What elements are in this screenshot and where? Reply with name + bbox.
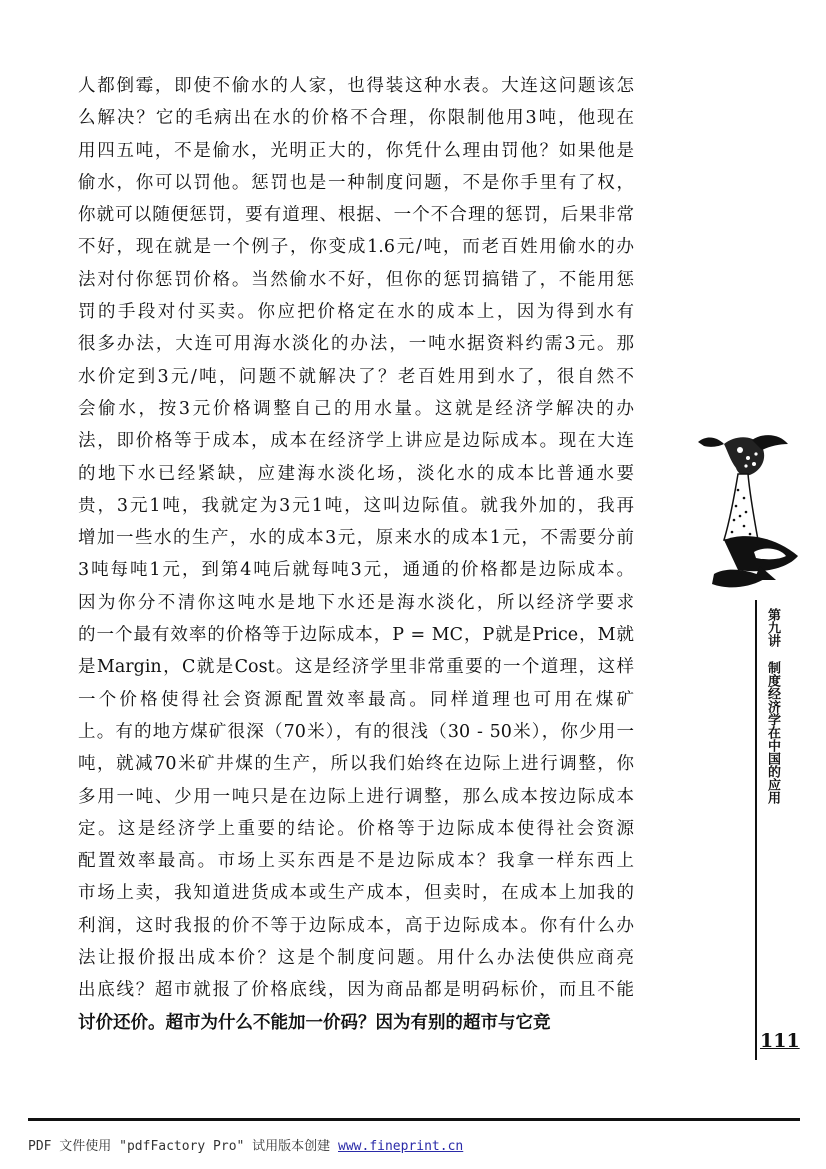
- text-line: 法对付你惩罚价格。当然偷水不好，但你的惩罚搞错了，不能用惩: [78, 269, 634, 290]
- side-divider: [755, 600, 757, 1060]
- text-line: 市场上卖，我知道进货成本或生产成本，但卖时，在成本上加我的: [78, 883, 634, 904]
- footer-link[interactable]: www.fineprint.cn: [338, 1139, 464, 1154]
- text-line: 你就可以随便惩罚，要有道理、根据、一个不合理的惩罚，后果非常: [78, 205, 634, 226]
- text-line: 一个价格使得社会资源配置效率最高。同样道理也可用在煤矿: [78, 689, 634, 710]
- text-line: 人都倒霉，即使不偷水的人家，也得装这种水表。大连这问题该怎: [78, 76, 634, 96]
- text-line: 上。有的地方煤矿很深（70米），有的很浅（30 - 50米），你少用一: [78, 721, 634, 742]
- text-line: 水价定到3元/吨，问题不就解决了？老百姓用到水了，很自然不: [78, 366, 634, 387]
- text-line: 因为你分不清你这吨水是地下水还是海水淡化，所以经济学要求: [78, 592, 634, 613]
- text-line: 法让报价报出成本价？这是个制度问题。用什么办法使供应商亮: [78, 948, 634, 969]
- text-line: 不好，现在就是一个例子，你变成1.6元/吨，而老百姓用偷水的办: [78, 237, 634, 258]
- side-tab-title: 制度经济学在中国的应用: [765, 661, 780, 804]
- text-line: 定。这是经济学上重要的结论。价格等于边际成本使得社会资源: [78, 818, 634, 839]
- page-number: 111: [760, 1030, 800, 1052]
- text-line: 会偷水，按3元价格调整自己的用水量。这就是经济学解决的办: [78, 398, 634, 419]
- text-line: 很多办法，大连可用海水淡化的办法，一吨水据资料约需3元。那: [78, 334, 634, 355]
- text-line: 的地下水已经紧缺，应建海水淡化场，淡化水的成本比普通水要: [78, 463, 634, 484]
- text-line: 讨价还价。超市为什么不能加一价码？因为有别的超市与它竞: [78, 1012, 551, 1033]
- text-line: 的一个最有效率的价格等于边际成本，P = MC，P就是Price，M就: [78, 625, 634, 646]
- chapter-side-tab: [760, 608, 780, 804]
- side-tab-lecture: 第九讲: [765, 608, 780, 647]
- footer: [28, 1135, 463, 1154]
- text-line: 用四五吨，不是偷水，光明正大的，你凭什么理由罚他？如果他是: [78, 140, 634, 161]
- decorative-bird-illustration: [694, 428, 804, 598]
- text-line: 偷水，你可以罚他。惩罚也是一种制度问题，不是你手里有了权，: [78, 172, 634, 193]
- text-line: 3吨每吨1元，到第4吨后就每吨3元，通通的价格都是边际成本。: [78, 560, 634, 581]
- text-line: 罚的手段对付买卖。你应把价格定在水的成本上，因为得到水有: [78, 302, 634, 323]
- text-line: 么解决？它的毛病出在水的价格不合理，你限制他用3吨，他现在: [78, 108, 634, 129]
- text-line: 是Margin，C就是Cost。这是经济学里非常重要的一个道理，这样: [78, 657, 634, 678]
- text-line: 出底线？超市就报了价格底线，因为商品都是明码标价，而且不能: [78, 980, 634, 1001]
- text-line: 多用一吨、少用一吨只是在边际上进行调整，那么成本按边际成本: [78, 786, 634, 807]
- footer-text: PDF 文件使用 "pdfFactory Pro" 试用版本创建: [28, 1139, 331, 1154]
- text-line: 吨，就减70米矿井煤的生产，所以我们始终在边际上进行调整，你: [78, 754, 634, 775]
- text-line: 配置效率最高。市场上买东西是不是边际成本？我拿一样东西上: [78, 851, 634, 872]
- text-line: 法，即价格等于成本，成本在经济学上讲应是边际成本。现在大连: [78, 431, 634, 452]
- text-line: 利润，这时我报的价不等于边际成本，高于边际成本。你有什么办: [78, 915, 634, 936]
- text-line: 增加一些水的生产，水的成本3元，原来水的成本1元，不需要分前: [78, 528, 634, 549]
- text-line: 贵，3元1吨，我就定为3元1吨，这叫边际值。就我外加的，我再: [78, 495, 634, 516]
- footer-divider: [28, 1118, 800, 1121]
- body-text: [78, 70, 634, 1039]
